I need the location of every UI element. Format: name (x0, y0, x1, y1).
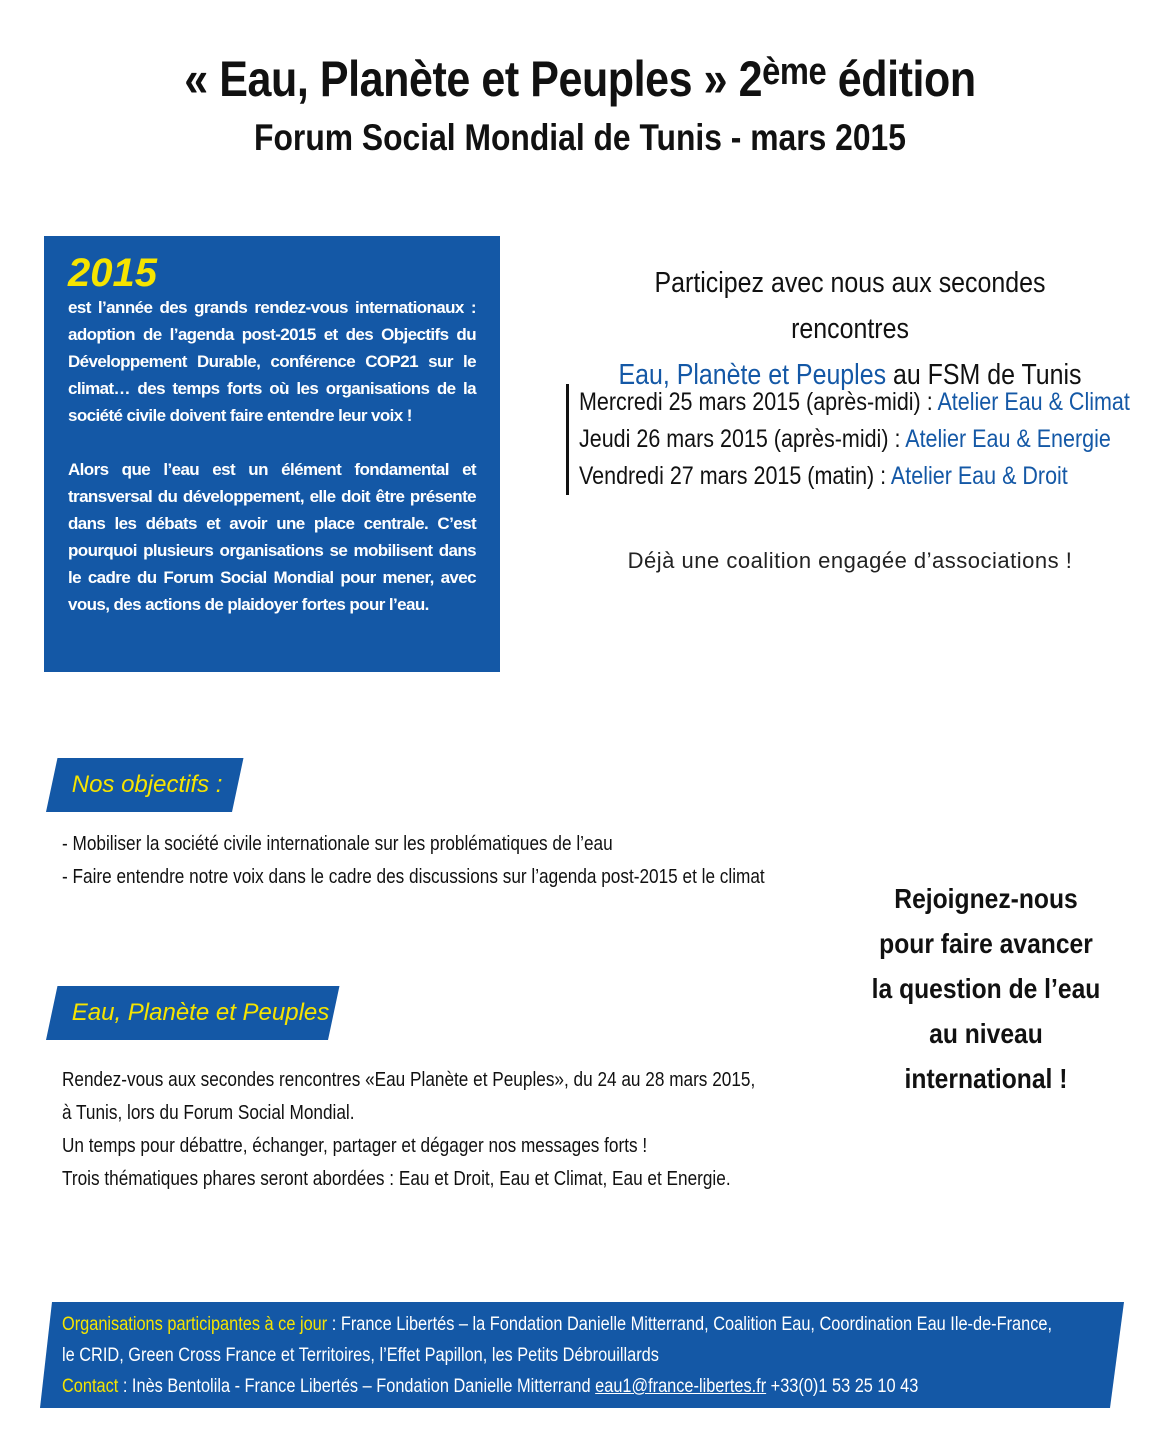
contact-label: Contact (62, 1376, 119, 1397)
email-link[interactable]: eau1@france-libertes.fr (595, 1376, 767, 1397)
page-title: « Eau, Planète et Peuples » 2ème édition (184, 51, 976, 107)
list-item: - Mobiliser la société civile internationale sur les problématiques de l’eau (62, 833, 613, 855)
intro-year: 2015 (68, 251, 157, 295)
intro-paragraph-2: Alors que l’eau est un élément fondamental et transversal du développement, elle doit être présente dans les débats et avoir une place centrale. C’est pourquoi plusieurs organisations se mobilisent dans le cadre du Forum Social Mondial pour mener, avec vous, des actions de plaidoyer fortes pour l’eau. (68, 460, 476, 614)
objectives-tab: Nos objectifs : (46, 758, 243, 812)
orgs-label: Organisations participantes à ce jour (62, 1314, 328, 1335)
join-callout: Rejoignez-nous pour faire avancer la question de l’eau au niveau international ! (871, 883, 1101, 1094)
page-subtitle: Forum Social Mondial de Tunis - mars 2015 (254, 117, 906, 158)
workshop-schedule (566, 384, 1159, 495)
phone-number: +33(0)1 53 25 10 43 (766, 1376, 919, 1397)
epp-tab: Eau, Planète et Peuples (46, 986, 339, 1040)
coalition-note: Déjà une coalition engagée d’associations ! (627, 548, 1073, 573)
schedule-row: Mercredi 25 mars 2015 (après-midi) : Atelier Eau & Climat (579, 388, 1130, 416)
participate-heading: Participez avec nous aux secondes rencontres Eau, Planète et Peuples au FSM de Tunis (618, 267, 1082, 391)
objectives-list (62, 828, 879, 894)
event-name: Eau, Planète et Peuples (618, 359, 887, 391)
schedule-row: Jeudi 26 mars 2015 (après-midi) : Atelier Eau & Energie (579, 425, 1111, 453)
list-item: - Faire entendre notre voix dans le cadre des discussions sur l’agenda post-2015 et le climat (62, 866, 765, 888)
intro-box (44, 236, 500, 672)
epp-description: Rendez-vous aux secondes rencontres «Eau Planète et Peuples», du 24 au 28 mars 2015, à Tunis, lors du Forum Social Mondial. Un temps pour débattre, échanger, partager et dégager nos messages forts ! Trois thématiques phares seront abordées : Eau et Droit, Eau et Climat, Eau et Energie. (62, 1069, 756, 1190)
footer-text: Organisations participantes à ce jour : France Libertés – la Fondation Danielle Mitterrand, Coalition Eau, Coordination Eau Ile-de-France, le CRID, Green Cross France et Territoires, l’Effet Papillon, les Petits Débrouillards Contact : Inès Bentolila - France Libertés – Fondation Danielle Mitterrand eau1@france-libertes.fr +33(0)1 53 25 10 43 (62, 1314, 1053, 1397)
schedule-row: Vendredi 27 mars 2015 (matin) : Atelier Eau & Droit (579, 462, 1068, 490)
intro-paragraph-1: est l’année des grands rendez-vous internationaux : adoption de l’agenda post-2015 et des Objectifs du Développement Durable, conférence COP21 sur le climat… des temps forts où les organisations de la société civile doivent faire entendre leur voix ! (68, 298, 476, 425)
